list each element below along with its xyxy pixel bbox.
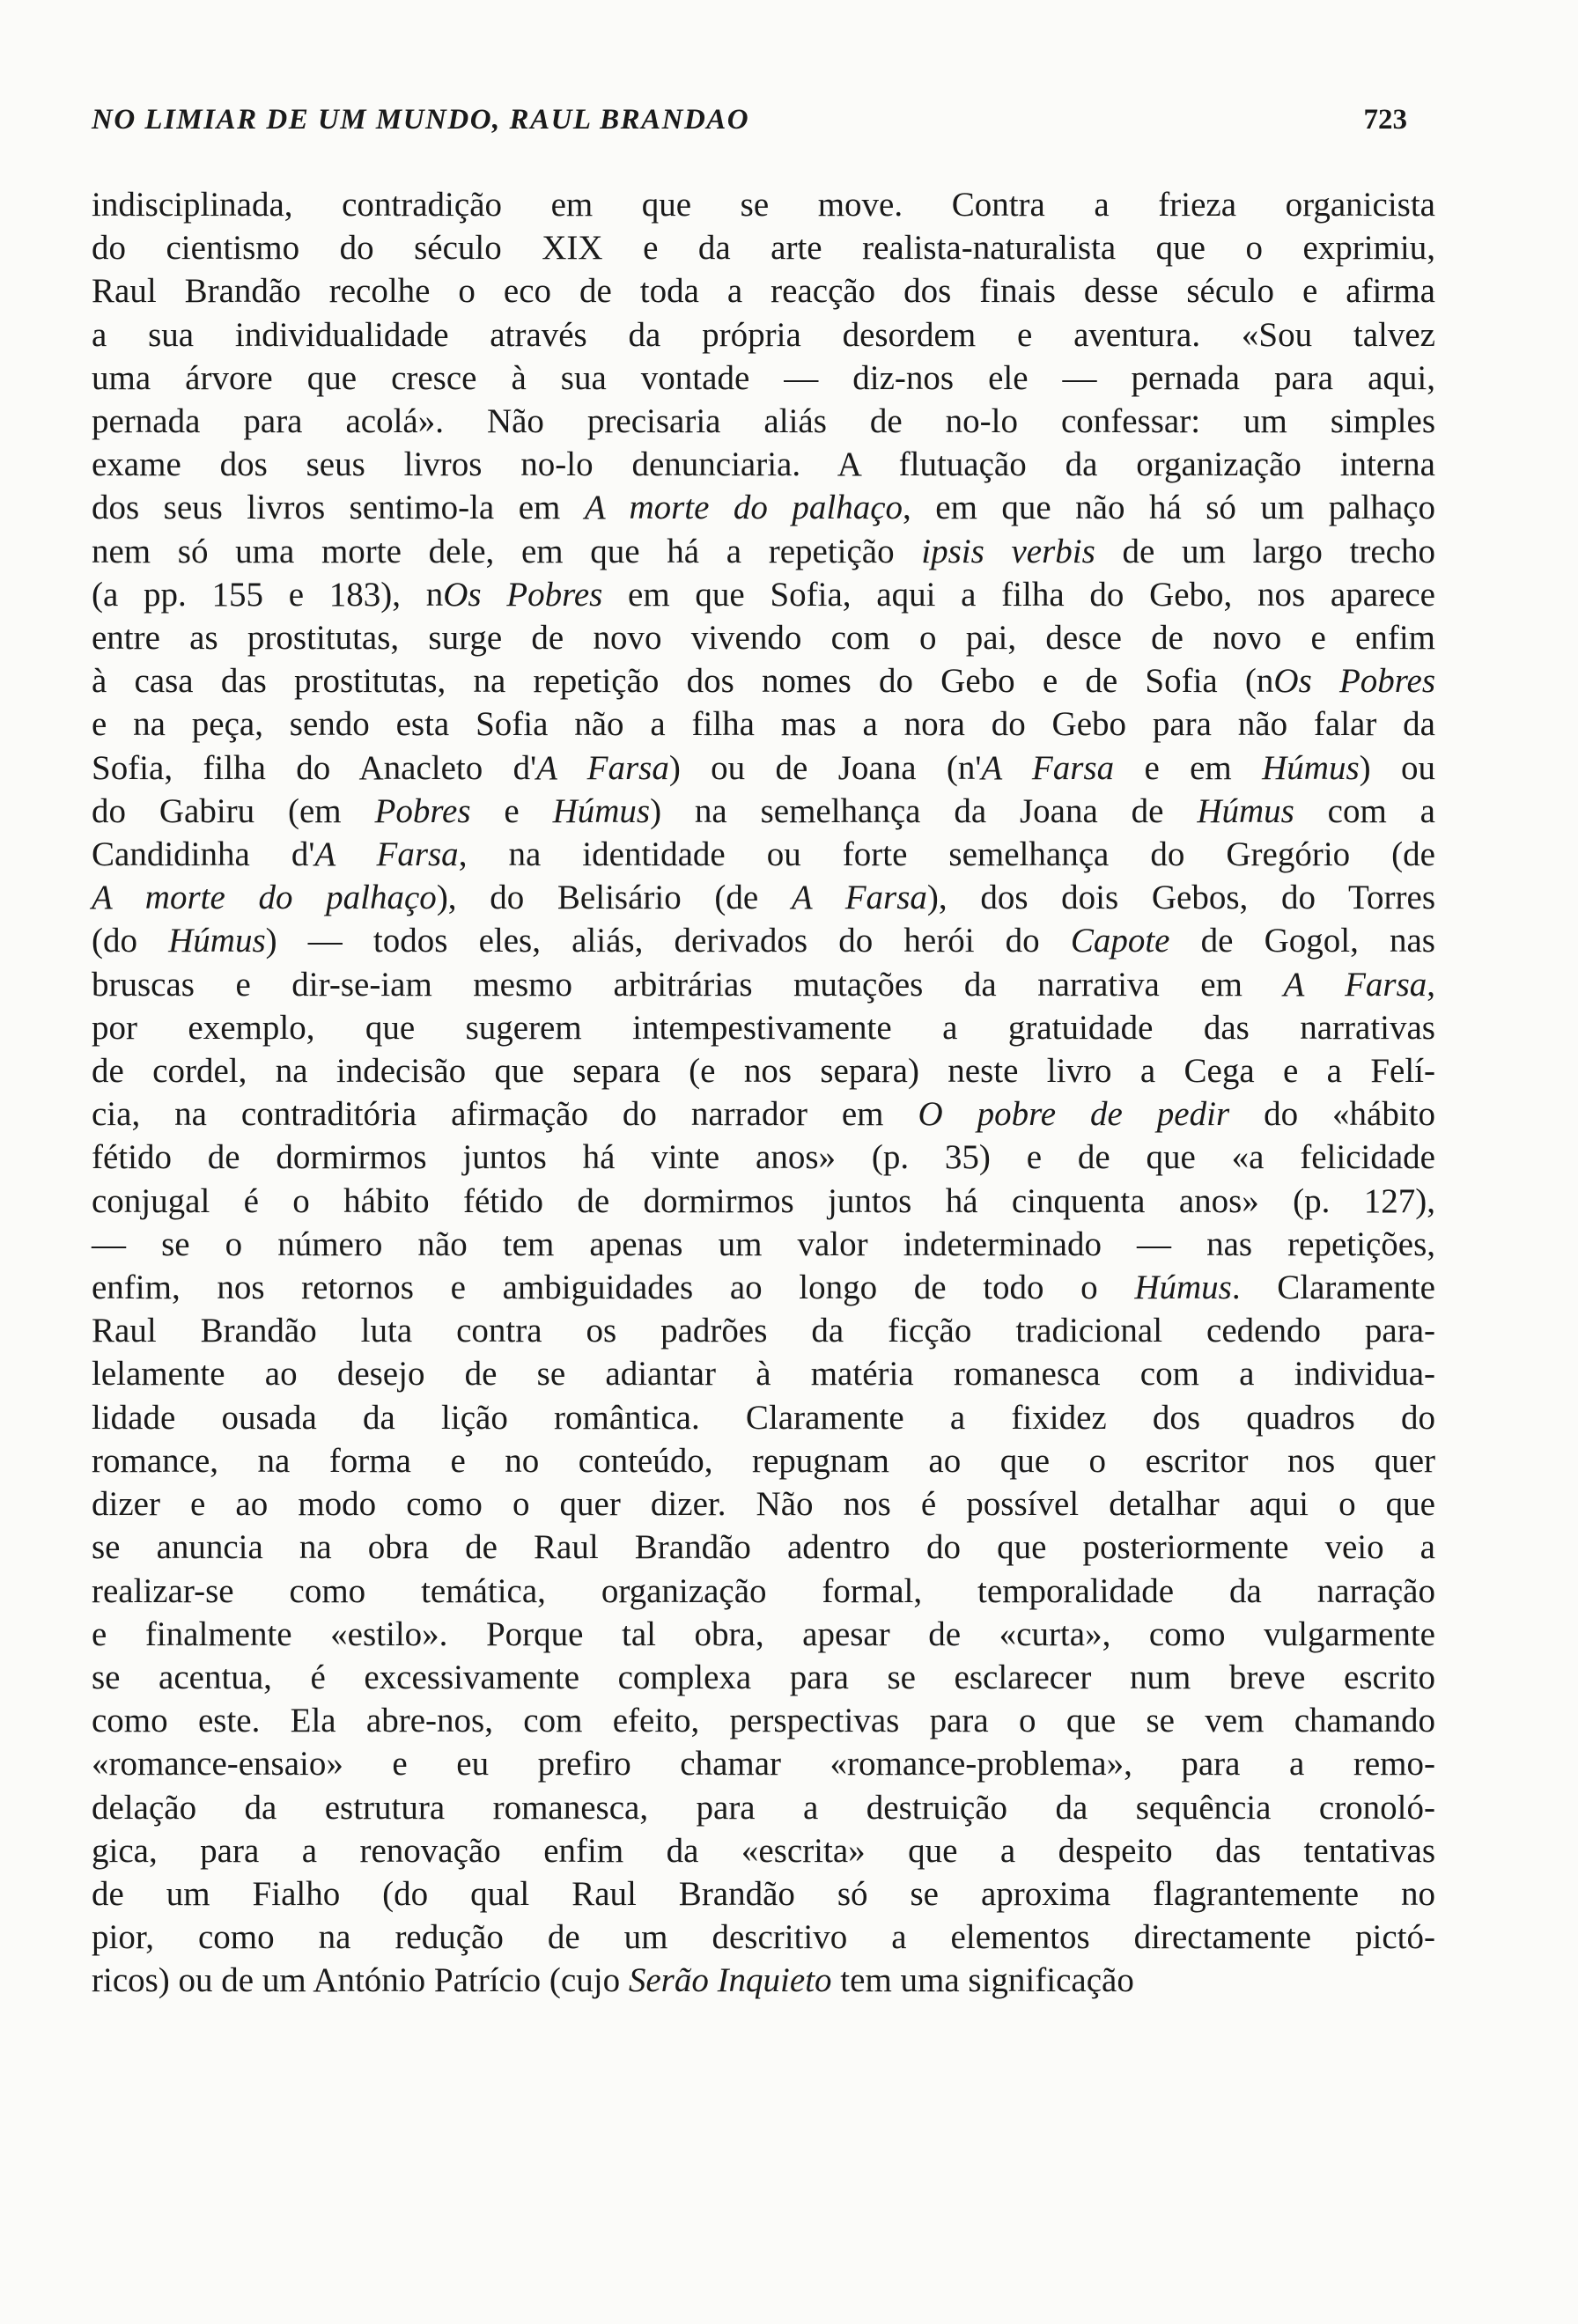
text-segment: com a [1294,791,1435,830]
italic-title: Húmus [552,791,651,830]
text-segment: pior, como na redução de um descritivo a elementos directamente pictó- [92,1918,1435,1957]
text-line [92,357,1435,400]
text-segment: ricos) ou de um António Patrício (cujo [92,1961,629,2000]
text-line [92,1959,1435,2002]
text-segment: ) na semelhança da Joana de [650,791,1198,830]
text-segment: , [1427,965,1435,1004]
text-segment: se anuncia na obra de Raul Brandão adentro do que posteriormente veio a [92,1528,1435,1567]
text-segment: nem só uma morte dele, em que há a repetição [92,532,922,570]
italic-title: Húmus [1262,748,1360,787]
italic-title: A Farsa [314,835,459,874]
text-line [92,1570,1435,1613]
italic-title: A Farsa [1283,965,1427,1004]
text-line [92,226,1435,269]
text-segment: ), dos dois Gebos, do Torres [926,879,1436,917]
text-line [92,1656,1435,1699]
text-segment: a sua individualidade através da própria desordem e aventura. «Sou talvez [92,315,1435,354]
italic-title: ipsis verbis [921,532,1095,570]
text-line [92,616,1435,659]
text-segment: lidade ousada da lição romântica. Claramente a fixidez dos quadros do [92,1398,1435,1437]
text-segment: (do [92,922,169,960]
italic-title: Serão Inquieto [628,1961,832,2000]
text-segment: Candidinha d' [92,835,315,874]
italic-title: A Farsa [981,748,1115,787]
text-segment: de Gogol, nas [1169,922,1435,960]
text-segment: romance, na forma e no conteúdo, repugnam ao que o escritor nos quer [92,1441,1435,1480]
text-line [92,790,1435,833]
text-line [92,269,1435,313]
italic-title: Pobres [374,791,471,830]
text-segment: fétido de dormirmos juntos há vinte anos» (p. 35) e de que «a felicidade [92,1138,1435,1177]
text-segment: dos seus livros sentimo-la em [92,489,585,527]
text-line [92,1006,1435,1049]
text-segment: do «hábito [1229,1095,1436,1134]
text-segment: (a pp. 155 e 183), n [92,575,444,614]
text-segment: cia, na contraditória afirmação do narrador em [92,1095,918,1134]
text-segment: realizar-se como temática, organização formal, temporalidade da narração [92,1571,1435,1610]
text-segment: bruscas e dir-se-iam mesmo arbitrárias mutações da narrativa em [92,965,1284,1004]
text-line [92,659,1435,702]
text-segment: Raul Brandão luta contra os padrões da ficção tradicional cedendo para- [92,1312,1435,1350]
italic-title: Os Pobres [443,575,603,614]
text-line [92,833,1435,876]
text-line [92,530,1435,573]
text-line [92,1916,1435,1959]
text-line [92,443,1435,486]
text-segment: delação da estrutura romanesca, para a destruição da sequência cronoló- [92,1788,1435,1827]
body-text [92,183,1435,2003]
text-line [92,1699,1435,1742]
text-line [92,1526,1435,1569]
text-segment: e finalmente «estilo». Porque tal obra, apesar de «curta», como vulgarmente [92,1614,1435,1653]
text-segment: por exemplo, que sugerem intempestivamente a gratuidade das narrativas [92,1008,1435,1047]
text-segment: e [470,791,553,830]
text-line [92,919,1435,962]
text-line [92,1742,1435,1785]
text-segment: como este. Ela abre-nos, com efeito, perspectivas para o que se vem chamando [92,1702,1435,1740]
text-line [92,183,1435,226]
text-segment: do cientismo do século XIX e da arte realista-naturalista que o exprimiu, [92,229,1435,268]
text-segment: pernada para acolá». Não precisaria aliás de no-lo confessar: um simples [92,402,1435,441]
page-number: 723 [1363,104,1407,136]
text-line [92,963,1435,1006]
running-head-title: NO LIMIAR DE UM MUNDO, RAUL BRANDAO [92,104,750,136]
text-segment: entre as prostitutas, surge de novo vivendo com o pai, desce de novo e enfim [92,619,1435,658]
text-segment: indisciplinada, contradição em que se move. Contra a frieza organicista [92,186,1435,224]
text-line [92,1049,1435,1092]
italic-title: O pobre de pedir [918,1095,1230,1134]
text-line [92,400,1435,443]
running-head [92,104,1407,136]
text-segment: e em [1114,748,1263,787]
text-segment: ) ou de Joana (n' [668,748,982,787]
text-segment: gica, para a renovação enfim da «escrita» que a despeito das tentativas [92,1831,1435,1870]
text-segment: do Gabiru (em [92,791,375,830]
text-segment: . Claramente [1231,1269,1435,1307]
italic-title: Capote [1070,922,1170,960]
text-line [92,1266,1435,1309]
text-segment: ), do Belisário (de [436,879,792,917]
text-segment: de um Fialho (do qual Raul Brandão só se aproxima flagrantemente no [92,1874,1435,1913]
text-line [92,313,1435,357]
text-segment: Raul Brandão recolhe o eco de toda a reacção dos finais desse século e afirma [92,272,1435,311]
text-line [92,1829,1435,1872]
text-segment: dizer e ao modo como o quer dizer. Não nos é possível detalhar aqui o que [92,1485,1435,1524]
text-segment: à casa das prostitutas, na repetição dos nomes do Gebo e de Sofia (n [92,662,1274,701]
italic-title: A morte do palhaço [584,489,903,527]
text-line [92,486,1435,529]
italic-title: A Farsa [536,748,669,787]
text-segment: tem uma significação [831,1961,1134,2000]
text-line [92,1180,1435,1223]
text-line [92,746,1435,790]
text-segment: se acentua, é excessivamente complexa para se esclarecer num breve escrito [92,1658,1435,1696]
text-segment: lelamente ao desejo de se adiantar à matéria romanesca com a individua- [92,1355,1435,1394]
text-line [92,1482,1435,1526]
text-segment: Sofia, filha do Anacleto d' [92,748,537,787]
text-segment: exame dos seus livros no-lo denunciaria. A flutuação da organização interna [92,445,1435,484]
text-segment: em que Sofia, aqui a filha do Gebo, nos aparece [602,575,1435,614]
text-line [92,1872,1435,1916]
text-line [92,1352,1435,1395]
italic-title: Húmus [168,922,266,960]
text-segment: de cordel, na indecisão que separa (e nos separa) neste livro a Cega e a Felí- [92,1052,1435,1091]
italic-title: Os Pobres [1273,662,1435,701]
text-line [92,1613,1435,1656]
text-segment: «romance-ensaio» e eu prefiro chamar «romance-problema», para a remo- [92,1745,1435,1783]
text-line [92,1786,1435,1829]
italic-title: A Farsa [791,879,927,917]
text-segment: enfim, nos retornos e ambiguidades ao longo de todo o [92,1269,1135,1307]
italic-title: Húmus [1134,1269,1232,1307]
text-segment: ) ou [1359,748,1436,787]
text-line [92,1136,1435,1179]
text-segment: e na peça, sendo esta Sofia não a filha mas a nora do Gebo para não falar da [92,705,1435,744]
text-segment: uma árvore que cresce à sua vontade — diz-nos ele — pernada para aqui, [92,358,1435,397]
text-line [92,876,1435,919]
text-segment: conjugal é o hábito fétido de dormirmos juntos há cinquenta anos» (p. 127), [92,1181,1435,1220]
text-line [92,1092,1435,1136]
text-segment: ) — todos eles, aliás, derivados do herói do [265,922,1071,960]
text-segment: , em que não há só um palhaço [903,489,1435,527]
text-line [92,1439,1435,1482]
text-line [92,1309,1435,1352]
text-line [92,1223,1435,1266]
text-line [92,1396,1435,1439]
text-segment: — se o número não tem apenas um valor indeterminado — nas repetições, [92,1225,1435,1263]
text-line [92,573,1435,616]
text-segment: de um largo trecho [1095,532,1435,570]
italic-title: A morte do palhaço [92,879,437,917]
italic-title: Húmus [1197,791,1294,830]
text-line [92,702,1435,746]
text-segment: , na identidade ou forte semelhança do Gregório (de [458,835,1435,874]
